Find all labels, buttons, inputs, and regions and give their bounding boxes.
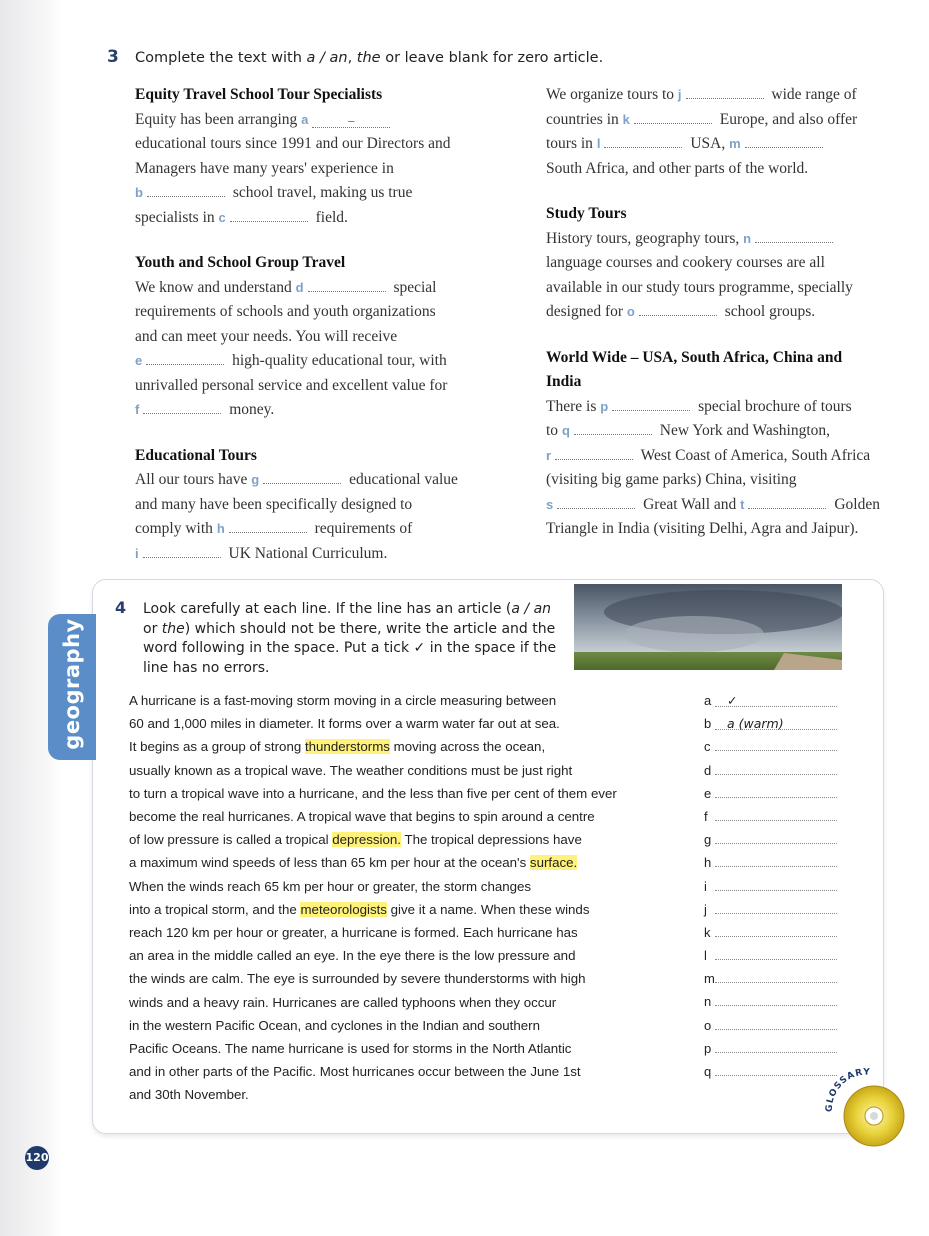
text-run: UK National Curriculum.	[224, 544, 388, 562]
text-line	[546, 395, 916, 420]
text-run: to turn a tropical wave into a hurricane, and the less than five per cent of them ever	[129, 785, 617, 801]
text-run: into a tropical storm, and the	[129, 901, 301, 917]
answer-field[interactable]	[715, 808, 837, 821]
text-run: We organize tours to	[546, 86, 678, 103]
text-run: school travel, making us true	[228, 184, 413, 201]
exercise-3-number: 3	[107, 47, 119, 67]
gap-blank[interactable]	[296, 276, 390, 301]
answer-letter: c	[704, 739, 711, 755]
text-run: countries in	[546, 110, 623, 128]
answer-row	[704, 990, 837, 1013]
gap-answer[interactable]	[574, 422, 652, 435]
text-line	[135, 517, 505, 542]
gap-letter: b	[135, 185, 143, 200]
gap-answer[interactable]	[557, 496, 635, 509]
answer-row	[704, 1014, 837, 1037]
text-run: Equity has been arranging	[135, 110, 302, 128]
text-run: comply with	[135, 520, 217, 537]
text-run: educational value	[345, 471, 458, 488]
passage-line	[129, 898, 617, 921]
text-run: USA,	[686, 135, 730, 152]
exercise-3-instruction: Complete the text with a / an, the or leave blank for zero article.	[135, 50, 604, 66]
text-line	[546, 300, 916, 325]
answer-row	[704, 735, 837, 758]
gap-answer[interactable]	[634, 111, 712, 124]
gap-answer[interactable]	[745, 135, 823, 148]
answer-row	[704, 689, 837, 712]
passage-line	[129, 828, 617, 851]
text-run: moving across the ocean,	[389, 739, 546, 755]
passage-line	[129, 1014, 617, 1037]
gap-blank[interactable]	[251, 468, 345, 493]
gap-letter: m	[729, 136, 741, 151]
answer-field[interactable]	[715, 831, 837, 844]
section-heading: World Wide – USA, South Africa, China and India	[546, 348, 843, 390]
text-run: and 30th November.	[129, 1087, 249, 1103]
answer-letter: j	[704, 901, 707, 917]
text-line	[546, 444, 916, 469]
text-run: History tours, geography tours,	[546, 229, 744, 247]
gap-blank[interactable]	[597, 132, 687, 157]
text-run: requirements of	[310, 520, 413, 537]
answer-row	[704, 1060, 837, 1083]
gap-answer[interactable]	[639, 303, 717, 316]
answer-letter: e	[704, 785, 712, 801]
answer-field[interactable]	[715, 785, 837, 798]
text-line	[135, 398, 505, 423]
passage-line	[129, 991, 617, 1014]
gap-blank[interactable]	[600, 395, 694, 420]
gap-answer[interactable]	[755, 230, 833, 243]
text-section	[546, 83, 916, 181]
text-run: become the real hurricanes. A tropical wave that begins to spin around a centre	[129, 809, 595, 825]
text-line	[135, 276, 505, 301]
glossary-highlight: meteorologists	[300, 901, 387, 917]
gap-letter: a	[301, 111, 309, 127]
answer-letter: g	[704, 832, 712, 848]
gap-letter: n	[743, 230, 752, 246]
passage-line	[129, 1083, 617, 1106]
text-line	[546, 468, 916, 493]
text-line	[546, 83, 916, 108]
text-run: language courses and cookery courses are all	[546, 254, 825, 271]
gap-letter: h	[216, 521, 225, 536]
answer-row	[704, 1037, 837, 1060]
answer-field[interactable]	[715, 901, 837, 914]
gap-answer[interactable]: –	[312, 115, 390, 128]
answer-letter: l	[704, 948, 707, 964]
text-run: Great Wall and	[639, 495, 741, 513]
page-number: 120	[25, 1146, 49, 1170]
passage-line	[129, 875, 617, 898]
answer-letter: b	[704, 716, 712, 732]
text-run: tours in	[546, 135, 597, 152]
answer-letter: f	[704, 808, 708, 824]
text-run: in the western Pacific Ocean, and cyclones in the Indian and southern	[129, 1017, 540, 1033]
text-run: 60 and 1,000 miles in diameter. It forms over a warm water far out at sea.	[129, 716, 560, 732]
answer-row	[704, 921, 837, 944]
gap-answer[interactable]	[612, 398, 690, 411]
gap-blank[interactable]	[219, 206, 312, 231]
answer-column	[704, 689, 837, 1083]
answer-field[interactable]	[715, 854, 837, 867]
text-run: special	[389, 278, 437, 296]
gap-answer[interactable]	[147, 184, 225, 197]
answer-letter: n	[704, 994, 712, 1010]
text-run: and many have been specifically designed to	[135, 495, 413, 513]
answer-field[interactable]	[715, 738, 837, 751]
text-run: Triangle in India (visiting Delhi, Agra and Jaipur).	[546, 520, 859, 537]
gap-answer[interactable]	[146, 352, 224, 365]
text-run: educational tours since 1991 and our Directors and	[135, 135, 451, 152]
section-heading: Educational Tours	[135, 446, 257, 464]
text-run: to	[546, 422, 562, 439]
gap-letter: j	[677, 87, 682, 102]
text-line	[135, 493, 505, 518]
section-heading: Equity Travel School Tour Specialists	[135, 86, 383, 103]
passage-line	[129, 689, 617, 712]
subject-tab	[48, 614, 96, 760]
instruction-line: Look carefully at each line. If the line has an article (a / an	[143, 601, 552, 617]
passage-line	[129, 944, 617, 967]
text-run: Europe, and also offer	[715, 110, 858, 128]
instruction-line: line has no errors.	[143, 659, 270, 676]
passage-line	[129, 735, 617, 758]
answer-letter: k	[704, 924, 711, 940]
passage-line	[129, 805, 617, 828]
exercise-4-instruction	[143, 600, 568, 678]
text-run: high-quality educational tour, with	[228, 352, 447, 369]
answer-field[interactable]	[715, 878, 837, 891]
answer-field[interactable]	[715, 762, 837, 775]
text-run: a maximum wind speeds of less than 65 km per hour at the ocean's	[129, 855, 530, 871]
answer-field[interactable]	[715, 1040, 837, 1053]
text-run: and can meet your needs. You will receive	[135, 327, 398, 345]
text-run: A hurricane is a fast-moving storm moving in a circle measuring between	[129, 693, 557, 708]
gap-letter: q	[561, 423, 570, 438]
text-line	[135, 132, 505, 157]
gap-letter: c	[218, 209, 226, 225]
instruction-line: word following in the space. Put a tick ✓ in the space if the	[143, 640, 557, 656]
text-run: usually known as a tropical wave. The weather conditions must be just right	[129, 762, 573, 778]
text-run: South Africa, and other parts of the world.	[546, 159, 809, 177]
passage-line	[129, 782, 617, 805]
answer-letter: i	[704, 878, 707, 894]
gap-blank[interactable]	[135, 398, 225, 423]
exercise-4-number: 4	[115, 598, 127, 617]
answer-row	[704, 944, 837, 967]
answer-field[interactable]: a (warm)	[715, 717, 837, 730]
glossary-highlight: surface.	[529, 855, 578, 871]
gap-blank[interactable]	[135, 181, 229, 206]
text-section	[135, 251, 505, 423]
answer-letter: m	[704, 971, 715, 987]
answer-field[interactable]	[715, 947, 837, 960]
text-line	[135, 300, 505, 325]
text-line	[135, 542, 505, 567]
answer-letter: d	[704, 762, 712, 778]
text-run: unrivalled personal service and excellent value for	[135, 376, 448, 394]
gap-blank[interactable]	[135, 349, 228, 374]
instruction-line: or the) which should not be there, write the article and the	[143, 620, 556, 637]
text-run: money.	[225, 401, 275, 418]
answer-row	[704, 805, 837, 828]
text-run: requirements of schools and youth organizations	[135, 303, 436, 320]
text-run: and in other parts of the Pacific. Most hurricanes occur between the June 1st	[129, 1064, 581, 1080]
gap-blank[interactable]	[743, 227, 837, 252]
gap-blank[interactable]	[301, 108, 394, 133]
text-section	[546, 202, 916, 325]
answer-row	[704, 967, 837, 990]
text-line	[546, 108, 916, 133]
gap-letter: e	[135, 353, 143, 368]
gap-letter: k	[622, 111, 630, 127]
text-line	[135, 157, 505, 182]
text-section	[546, 346, 916, 542]
answer-row	[704, 712, 837, 735]
gap-answer[interactable]	[143, 545, 221, 558]
answer-row	[704, 898, 837, 921]
text-run: designed for	[546, 303, 627, 320]
gap-answer[interactable]	[229, 520, 307, 533]
storm-photo	[574, 584, 842, 670]
gap-blank[interactable]	[729, 132, 827, 157]
gap-answer[interactable]	[263, 471, 341, 484]
gap-letter: l	[596, 136, 601, 151]
gap-blank[interactable]	[678, 83, 768, 108]
text-line	[135, 374, 505, 399]
answer-letter: a	[704, 693, 712, 708]
text-line	[135, 206, 505, 231]
text-run: of low pressure is called a tropical	[129, 832, 333, 848]
answer-field[interactable]	[715, 1017, 837, 1030]
answer-letter: h	[704, 855, 712, 871]
exercise-3-left-column	[135, 83, 505, 587]
text-line	[546, 227, 916, 252]
text-line	[546, 157, 916, 182]
gap-blank[interactable]	[546, 444, 637, 469]
text-line	[546, 493, 916, 518]
text-run: field.	[311, 208, 348, 226]
gap-letter: s	[546, 496, 554, 512]
text-run: Managers have many years' experience in	[135, 159, 394, 177]
gap-blank[interactable]	[562, 419, 656, 444]
text-line	[135, 349, 505, 374]
gap-blank[interactable]	[627, 300, 721, 325]
gap-letter: t	[740, 496, 745, 512]
text-section	[135, 83, 505, 230]
text-line	[135, 181, 505, 206]
glossary-cd[interactable]	[822, 1064, 912, 1154]
passage-line	[129, 1060, 617, 1083]
text-run: the winds are calm. The eye is surrounded by severe thunderstorms with high	[129, 971, 586, 987]
hurricane-passage	[129, 689, 617, 1107]
gap-letter: p	[600, 398, 609, 414]
gap-blank[interactable]	[740, 493, 830, 518]
answer-letter: o	[704, 1017, 712, 1033]
exercise-3-right-column	[546, 83, 916, 563]
glossary-highlight: thunderstorms	[304, 739, 390, 755]
passage-line	[129, 967, 617, 990]
text-line	[135, 325, 505, 350]
answer-field[interactable]	[715, 993, 837, 1006]
glossary-highlight: depression.	[332, 832, 401, 848]
text-run: specialists in	[135, 208, 219, 226]
answer-field[interactable]	[715, 924, 837, 937]
section-heading: Study Tours	[546, 205, 627, 222]
gap-answer[interactable]	[143, 401, 221, 414]
answer-row	[704, 851, 837, 874]
answer-field[interactable]	[715, 970, 837, 983]
passage-line	[129, 712, 617, 735]
text-line	[135, 108, 505, 133]
gap-letter: f	[135, 402, 140, 417]
gap-letter: i	[135, 545, 139, 561]
gap-blank[interactable]	[135, 542, 225, 567]
gap-answer[interactable]	[555, 447, 633, 460]
glossary-label: GLOSSARY	[824, 1067, 871, 1113]
text-section	[135, 444, 505, 567]
text-run: give it a name. When these winds	[386, 901, 590, 917]
passage-line	[129, 759, 617, 782]
text-run: It begins as a group of strong	[129, 739, 305, 755]
gap-letter: o	[626, 304, 635, 319]
text-run: All our tours have	[135, 471, 252, 488]
text-run: We know and understand	[135, 278, 296, 296]
text-line	[135, 468, 505, 493]
text-line	[546, 132, 916, 157]
answer-field[interactable]: ✓	[715, 694, 837, 707]
subject-tab-label: geography	[60, 618, 84, 750]
answer-row	[704, 782, 837, 805]
text-run: school groups.	[720, 303, 816, 320]
answer-letter: p	[704, 1040, 712, 1056]
gap-blank[interactable]	[217, 517, 311, 542]
text-run: available in our study tours programme, specially	[546, 278, 853, 296]
text-run: an area in the middle called an eye. In the eye there is the low pressure and	[129, 948, 576, 964]
section-heading: Youth and School Group Travel	[135, 254, 346, 271]
text-line	[546, 517, 916, 542]
text-run: There is	[546, 397, 601, 415]
answer-row	[704, 875, 837, 898]
answer-row	[704, 828, 837, 851]
text-run: (visiting big game parks) China, visiting	[546, 471, 797, 488]
gap-answer[interactable]	[230, 209, 308, 222]
gap-blank[interactable]	[623, 108, 716, 133]
gap-answer[interactable]	[604, 135, 682, 148]
gap-letter: d	[295, 279, 304, 295]
text-run: Golden	[830, 495, 880, 513]
text-line	[546, 251, 916, 276]
passage-line	[129, 1037, 617, 1060]
answer-letter: q	[704, 1064, 712, 1079]
passage-line	[129, 851, 617, 874]
text-run: West Coast of America, South Africa	[637, 446, 871, 464]
gap-answer[interactable]	[308, 279, 386, 292]
cd-icon	[822, 1064, 912, 1154]
text-run: When the winds reach 65 km per hour or greater, the storm changes	[129, 878, 532, 894]
text-line	[546, 276, 916, 301]
passage-line	[129, 921, 617, 944]
text-run: New York and Washington,	[655, 422, 831, 439]
text-run: Pacific Oceans. The name hurricane is used for storms in the North Atlantic	[129, 1041, 572, 1057]
text-run: wide range of	[767, 86, 857, 103]
gap-blank[interactable]	[546, 493, 639, 518]
text-run: winds and a heavy rain. Hurricanes are called typhoons when they occur	[129, 994, 557, 1010]
text-run: reach 120 km per hour or greater, a hurricane is formed. Each hurricane has	[129, 925, 578, 941]
text-line	[546, 419, 916, 444]
answer-row	[704, 759, 837, 782]
gap-letter: r	[546, 447, 552, 463]
gap-letter: g	[251, 472, 260, 487]
text-run: The tropical depressions have	[401, 832, 582, 848]
answer-field[interactable]	[715, 1063, 837, 1076]
gap-answer[interactable]	[686, 86, 764, 99]
gap-answer[interactable]	[748, 496, 826, 509]
text-run: special brochure of tours	[694, 397, 852, 415]
